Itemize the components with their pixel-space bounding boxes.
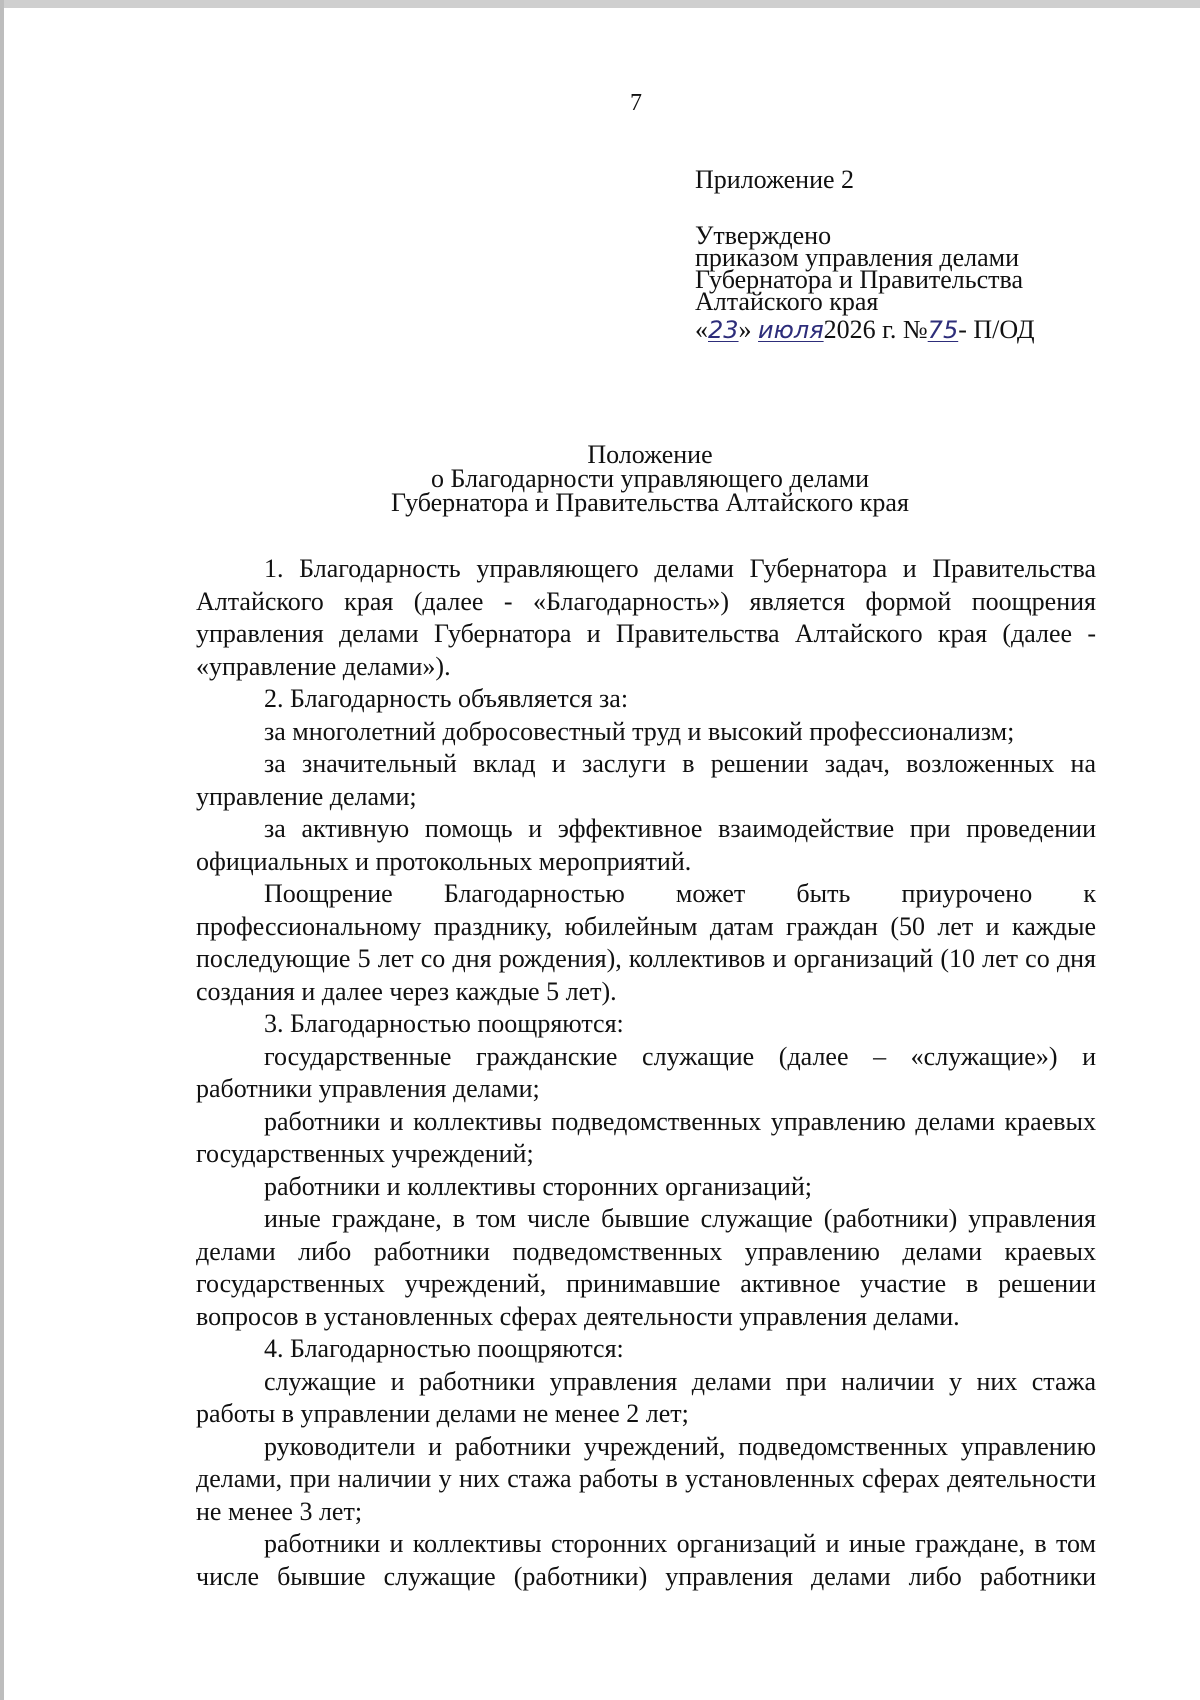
paragraph: государственные гражданские служащие (далее – «служащие») и работники управления делами; [196,1041,1096,1103]
approval-block [695,165,1035,345]
handwritten-order-number: 75 [927,316,959,344]
title-line-3: Губернатора и Правительства Алтайского края [391,488,909,517]
paragraph: 2. Благодарность объявляется за: [264,684,629,713]
paragraph: Поощрение Благодарностью может быть приурочено к профессиональному празднику, юбилейным датам граждан (50 лет и каждые последующие 5 лет со дня рождения), коллективов и организаций (10 лет со дня создания и далее через каждые 5 лет). [196,879,1096,1006]
approved-label: Утверждено [695,221,832,250]
paragraph: 3. Благодарностью поощряются: [264,1009,624,1038]
paragraph: работники и коллективы сторонних организаций и иные граждане, в том числе бывшие служащие (работники) управления делами либо работники [196,1529,1096,1591]
paragraph: служащие и работники управления делами при наличии у них стажа работы в управлении делами не менее 2 лет; [196,1366,1096,1428]
date-open-quote: « [695,315,708,344]
order-suffix: - П/ОД [958,315,1035,344]
page-number: 7 [630,90,642,116]
approval-line-2: Губернатора и Правительства [695,265,1023,294]
approval-line-1: приказом управления делами [695,243,1020,272]
paragraph: работники и коллективы сторонних организаций; [264,1171,812,1201]
approval-date-line [695,315,1035,345]
approval-line-3: Алтайского края [695,287,879,316]
document-body [196,553,1096,1593]
paragraph: руководители и работники учреждений, подведомственных управлению делами, при наличии у них стажа работы в установленных сферах деятельности не менее 3 лет; [196,1431,1096,1526]
paragraph: иные граждане, в том числе бывшие служащие (работники) управления делами либо работники подведомственных управлению делами краевых государственных учреждений, принимавшие активное участие в решении вопросов в установленных сферах деятельности управления делами. [196,1204,1096,1331]
title-line-2: о Благодарности управляющего делами [431,464,869,493]
paragraph: за значительный вклад и заслуги в решении задач, возложенных на управление делами; [196,749,1096,811]
scan-edge-top [0,0,1200,8]
handwritten-month: июля [758,316,824,344]
paragraph: 4. Благодарностью поощряются: [264,1334,624,1363]
paragraph: за многолетний добросовестный труд и высокий профессионализм; [264,716,1015,746]
date-year: 2026 г. № [823,315,928,344]
title-line-1: Положение [587,440,713,469]
scan-edge-left [0,0,4,1700]
appendix-label: Приложение 2 [695,165,855,194]
paragraph: за активную помощь и эффективное взаимодействие при проведении официальных и протокольных мероприятий. [196,814,1096,876]
date-close-quote: » [738,315,759,344]
handwritten-day: 23 [708,316,739,344]
document-title [200,440,1100,517]
paragraph: работники и коллективы подведомственных управлению делами краевых государственных учреждений; [196,1106,1096,1168]
paragraph: 1. Благодарность управляющего делами Губернатора и Правительства Алтайского края (далее - «Благодарность») является формой поощрения управления делами Губернатора и Правительства Алтайского края (далее - «управление делами»). [196,554,1096,681]
